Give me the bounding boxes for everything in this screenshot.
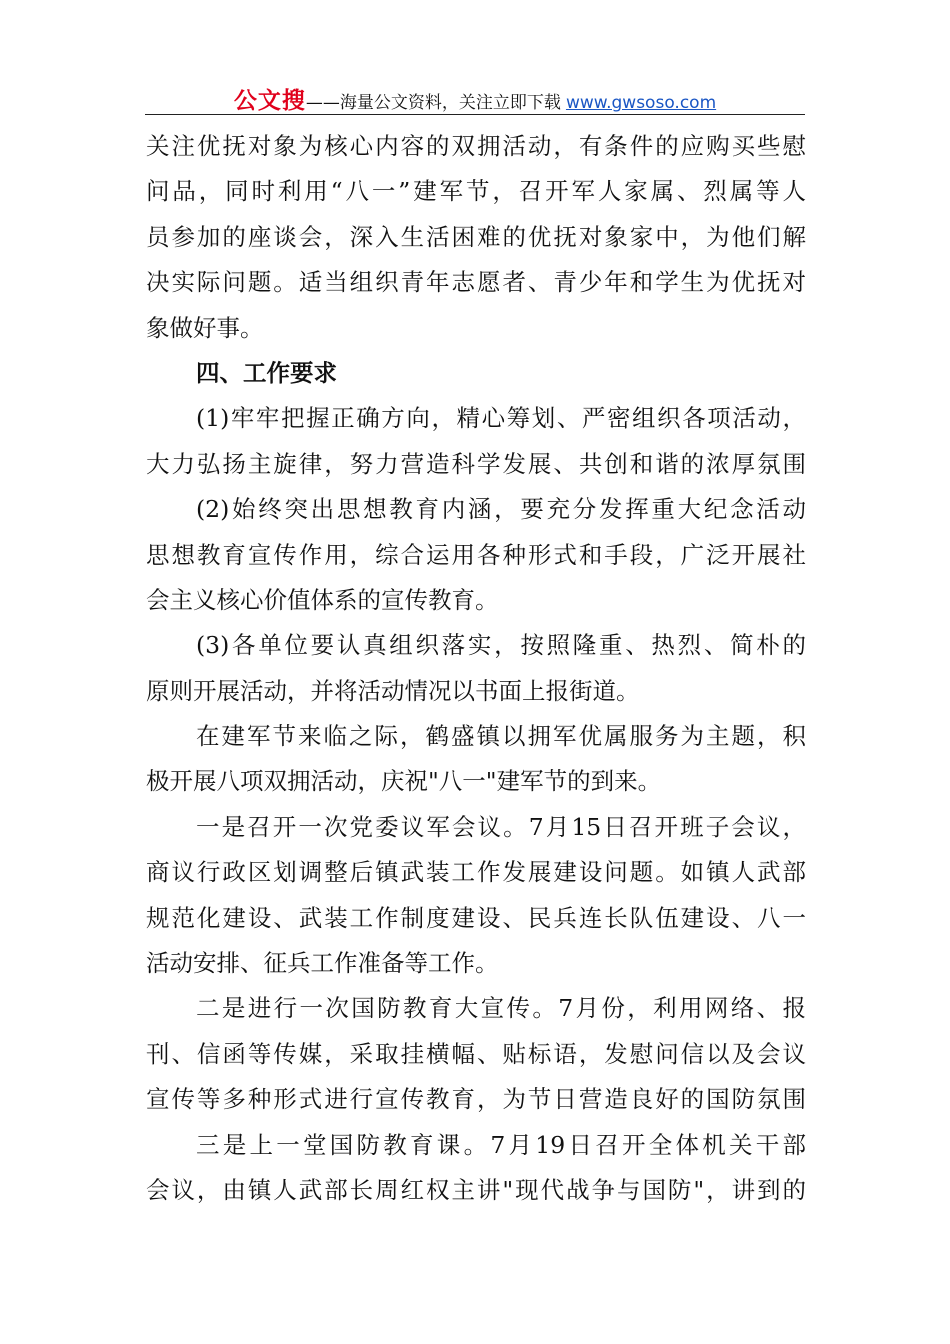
text-line: 会主义核心价值体系的宣传教育。 xyxy=(146,585,499,614)
text-line: 极开展八项双拥活动，庆祝"八一"建军节的到来。 xyxy=(146,767,662,796)
page-header xyxy=(145,82,805,116)
text-line: 决实际问题。适当组织青年志愿者、青少年和学生为优抚对 xyxy=(146,268,806,297)
text-line: (3)各单位要认真组织落实，按照隆重、热烈、简朴的 xyxy=(196,631,806,660)
text-line: 会议，由镇人武部长周红权主讲"现代战争与国防"，讲到的 xyxy=(146,1175,806,1204)
text-line: (1)牢牢把握正确方向，精心筹划、严密组织各项活动， xyxy=(196,404,806,433)
header-divider xyxy=(145,114,805,115)
section-heading: 四、工作要求 xyxy=(196,358,337,387)
text-line: 一是召开一次党委议军会议。7月15日召开班子会议， xyxy=(196,812,806,841)
text-line: 商议行政区划调整后镇武装工作发展建设问题。如镇人武部 xyxy=(146,858,806,887)
brand-logo: 公文搜 xyxy=(233,88,306,114)
text-line: 三是上一堂国防教育课。7月19日召开全体机关干部 xyxy=(196,1130,806,1159)
text-line: 原则开展活动，并将活动情况以书面上报街道。 xyxy=(146,676,640,705)
header-tagline: ——海量公文资料，关注立即下载 xyxy=(305,93,561,113)
text-line: 规范化建设、武装工作制度建设、民兵连长队伍建设、八一 xyxy=(146,903,806,932)
text-line: 宣传等多种形式进行宣传教育，为节日营造良好的国防氛围 xyxy=(146,1085,806,1114)
text-line: 活动安排、征兵工作准备等工作。 xyxy=(146,949,499,978)
text-line: 二是进行一次国防教育大宣传。7月份，利用网络、报 xyxy=(196,994,806,1023)
document-body xyxy=(146,124,806,1213)
text-line: 问品，同时利用“八一”建军节，召开军人家属、烈属等人 xyxy=(146,177,806,206)
text-line: 员参加的座谈会，深入生活困难的优抚对象家中，为他们解 xyxy=(146,222,806,251)
text-line: 象做好事。 xyxy=(146,313,264,342)
text-line: 在建军节来临之际，鹤盛镇以拥军优属服务为主题，积 xyxy=(196,722,806,751)
header-url-link[interactable]: www.gwsoso.com xyxy=(565,93,717,113)
text-line: (2)始终突出思想教育内涵，要充分发挥重大纪念活动 xyxy=(196,495,806,524)
text-line: 刊、信函等传媒，采取挂横幅、贴标语，发慰问信以及会议 xyxy=(146,1039,806,1068)
text-line: 思想教育宣传作用，综合运用各种形式和手段，广泛开展社 xyxy=(146,540,806,569)
text-line: 关注优抚对象为核心内容的双拥活动，有条件的应购买些慰 xyxy=(146,132,806,160)
text-line: 大力弘扬主旋律，努力营造科学发展、共创和谐的浓厚氛围 xyxy=(146,449,806,478)
